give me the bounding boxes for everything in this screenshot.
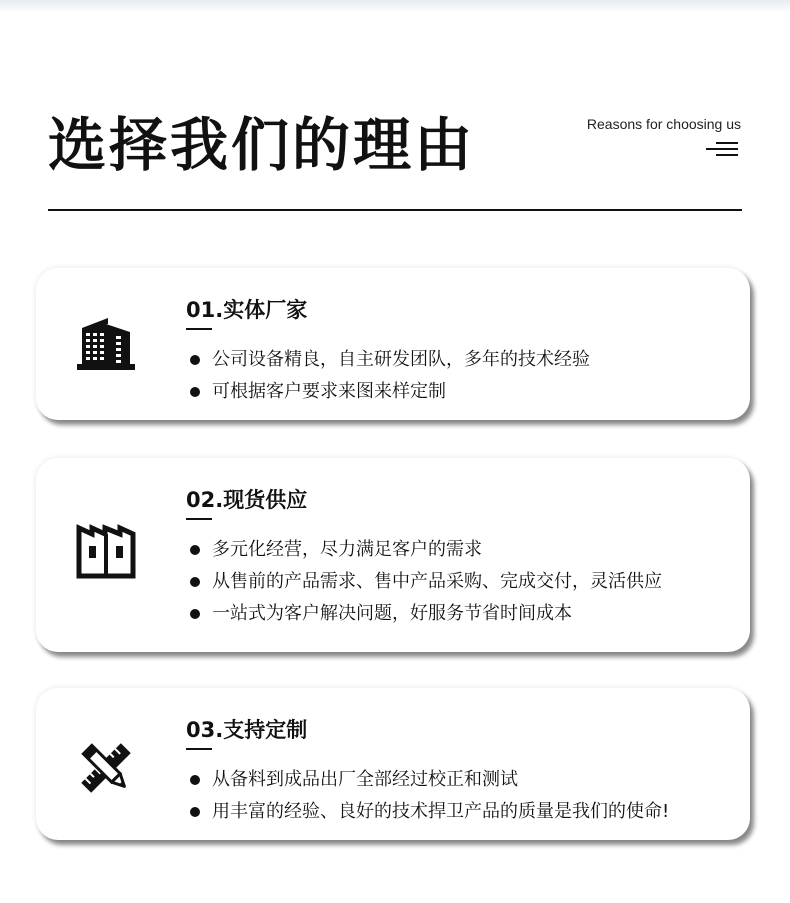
card-title-rule <box>186 518 212 520</box>
list-item-text: 可根据客户要求来图来样定制 <box>212 381 446 402</box>
list-item-text: 一站式为客户解决问题，好服务节省时间成本 <box>212 603 572 624</box>
list-item-text: 用丰富的经验、良好的技术捍卫产品的质量是我们的使命! <box>212 801 670 822</box>
reason-card-2 <box>36 458 750 652</box>
bullet-dot-icon <box>190 775 200 785</box>
bullet-dot-icon <box>190 355 200 365</box>
header-divider <box>48 209 742 211</box>
card-title: 01.实体厂家 <box>186 298 308 322</box>
bullet-list <box>186 764 669 828</box>
list-item <box>186 566 662 598</box>
card-title-rule <box>186 748 212 750</box>
card-title: 03.支持定制 <box>186 718 308 742</box>
list-item-text: 从售前的产品需求、售中产品采购、完成交付，灵活供应 <box>212 571 662 592</box>
list-item <box>186 796 669 828</box>
bullet-dot-icon <box>190 609 200 619</box>
list-item <box>186 598 662 630</box>
bullet-list <box>186 344 590 408</box>
list-item-text: 从备料到成品出厂全部经过校正和测试 <box>212 769 518 790</box>
list-item <box>186 764 669 796</box>
list-item <box>186 344 590 376</box>
pencil-ruler-icon <box>76 738 136 798</box>
bullet-dot-icon <box>190 577 200 587</box>
bullet-list <box>186 534 662 630</box>
page-subtitle: Reasons for choosing us <box>586 116 741 132</box>
page-title: 选择我们的理由 <box>48 111 476 179</box>
card-title-rule <box>186 328 212 330</box>
top-decor-band <box>0 0 790 12</box>
list-item-text: 多元化经营，尽力满足客户的需求 <box>212 539 482 560</box>
reason-card-3 <box>36 688 750 840</box>
list-item <box>186 376 590 408</box>
list-item <box>186 534 662 566</box>
bullet-dot-icon <box>190 387 200 397</box>
reason-card-1 <box>36 268 750 420</box>
list-item-text: 公司设备精良，自主研发团队，多年的技术经验 <box>212 349 590 370</box>
card-title: 02.现货供应 <box>186 488 308 512</box>
building-icon <box>76 314 136 374</box>
menu-lines-icon <box>706 142 738 160</box>
bullet-dot-icon <box>190 807 200 817</box>
bullet-dot-icon <box>190 545 200 555</box>
warehouse-icon <box>76 520 136 580</box>
